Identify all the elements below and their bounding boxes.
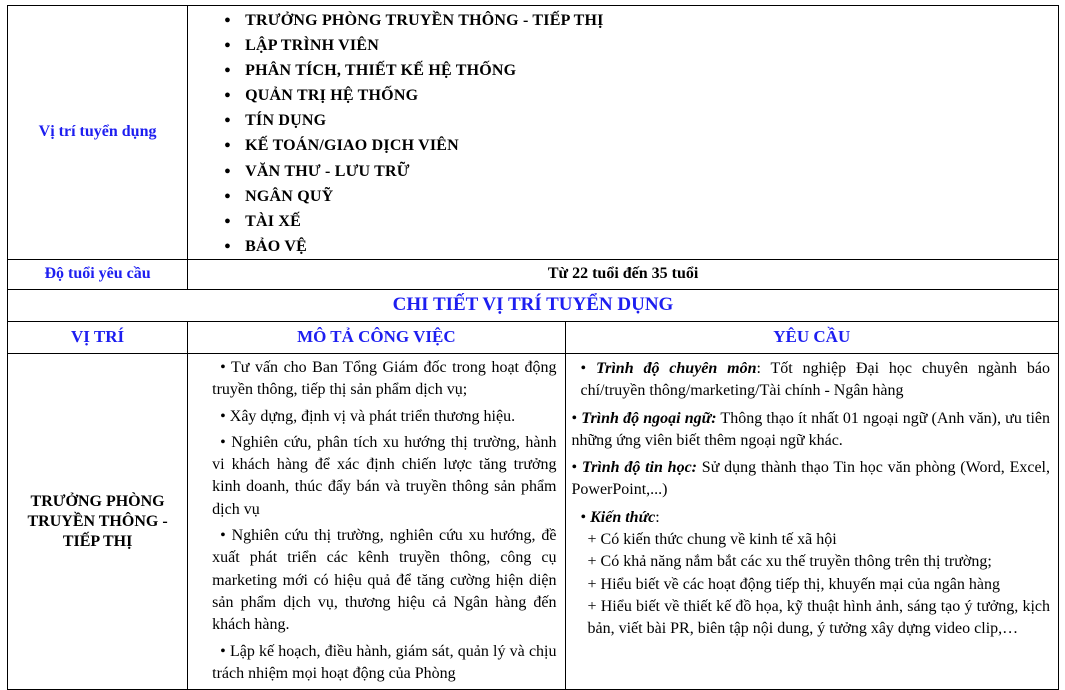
positions-list xyxy=(188,6,1058,259)
knowledge-item: + Có khả năng nắm bắt các xu thế truyền thông trên thị trường; xyxy=(587,553,992,571)
position-item: ● PHÂN TÍCH, THIẾT KẾ HỆ THỐNG xyxy=(245,58,1058,83)
positions-row xyxy=(8,6,1059,260)
position-item: ● NGÂN QUỸ xyxy=(245,184,1058,209)
position-item: ● LẬP TRÌNH VIÊN xyxy=(245,33,1058,58)
header-description: MÔ TẢ CÔNG VIỆC xyxy=(188,321,565,353)
role-title: TRƯỞNG PHÒNG TRUYỀN THÔNG - TIẾP THỊ xyxy=(8,353,188,689)
positions-cell xyxy=(188,6,1059,260)
description-cell xyxy=(188,353,565,689)
position-item: ● QUẢN TRỊ HỆ THỐNG xyxy=(245,83,1058,108)
requirement-professional: • Trình độ chuyên môn: Tốt nghiệp Đại học chuyên ngành báo chí/truyền thông/marketing/Tài chính - Ngân hàng xyxy=(580,359,1050,400)
position-item: ● BẢO VỆ xyxy=(245,234,1058,259)
age-value: Từ 22 tuổi đến 35 tuổi xyxy=(188,259,1059,289)
header-position: VỊ TRÍ xyxy=(8,321,188,353)
requirement-knowledge: • Kiến thức: + Có kiến thức chung về kinh tế xã hội + Có khả năng nắm bắt các xu thế truyền thông trên thị trường; + Hiểu biết về các hoạt động tiếp thị, khuyến mại của ngân hàng + Hiểu biết về thiết kế đồ họa, kỹ thuật hình ảnh, sáng tạo ý tưởng, kịch bản, viết bài PR, biên tập nội dung, ý tưởng xây dựng video clip,… xyxy=(572,507,1051,641)
position-item: ● KẾ TOÁN/GIAO DỊCH VIÊN xyxy=(245,133,1058,158)
description-item: • Xây dựng, định vị và phát triển thương hiệu. xyxy=(220,407,516,425)
knowledge-item: + Hiểu biết về thiết kế đồ họa, kỹ thuật hình ảnh, sáng tạo ý tưởng, kịch bản, viết bài PR, biên tập nội dung, ý tưởng xây dựng video clip,… xyxy=(587,597,1050,638)
description-item: • Lập kế hoạch, điều hành, giám sát, quản lý và chịu trách nhiệm mọi hoạt động của Phòng xyxy=(212,642,557,682)
description-item: • Nghiên cứu, phân tích xu hướng thị trường, hành vi khách hàng để xác định chiến lược tăng trưởng kinh doanh, thúc đẩy bán và truyền thông sản phẩm dịch vụ xyxy=(212,433,557,518)
requirement-language: • Trình độ ngoại ngữ: Thông thạo ít nhất 01 ngoại ngữ (Anh văn), ưu tiên những ứng viên biết thêm ngoại ngữ khác. xyxy=(571,409,1050,449)
position-item: ● TÍN DỤNG xyxy=(245,108,1058,133)
requirements-cell xyxy=(565,353,1059,689)
recruitment-table xyxy=(7,5,1059,690)
section-title: CHI TIẾT VỊ TRÍ TUYỂN DỤNG xyxy=(8,289,1059,321)
position-item: ● VĂN THƯ - LƯU TRỮ xyxy=(245,159,1058,184)
position-item: ● TÀI XẾ xyxy=(245,209,1058,234)
knowledge-item: + Hiểu biết về các hoạt động tiếp thị, khuyến mại của ngân hàng xyxy=(587,575,1000,593)
section-row xyxy=(8,289,1059,321)
description-item: • Nghiên cứu thị trường, nghiên cứu xu hướng, đề xuất phát triển các kênh truyền thông, công cụ marketing mới có hiệu quả để tăng cường hiện diện sản phẩm dịch vụ, thương hiệu cả Ngân hàng đến khách hàng. xyxy=(212,527,557,634)
age-row xyxy=(8,259,1059,289)
position-item: ● TRƯỞNG PHÒNG TRUYỀN THÔNG - TIẾP THỊ xyxy=(245,8,1058,33)
age-label: Độ tuổi yêu cầu xyxy=(8,259,188,289)
requirement-it: • Trình độ tin học: Sử dụng thành thạo Tin học văn phòng (Word, Excel, PowerPoint,...) xyxy=(571,459,1050,499)
knowledge-item: + Có kiến thức chung về kinh tế xã hội xyxy=(587,531,837,549)
header-row xyxy=(8,321,1059,353)
positions-label: Vị trí tuyển dụng xyxy=(8,6,188,260)
detail-row xyxy=(8,353,1059,689)
header-requirements: YÊU CẦU xyxy=(565,321,1059,353)
description-item: • Tư vấn cho Ban Tổng Giám đốc trong hoạt động truyền thông, tiếp thị sản phẩm dịch vụ; xyxy=(212,358,557,399)
